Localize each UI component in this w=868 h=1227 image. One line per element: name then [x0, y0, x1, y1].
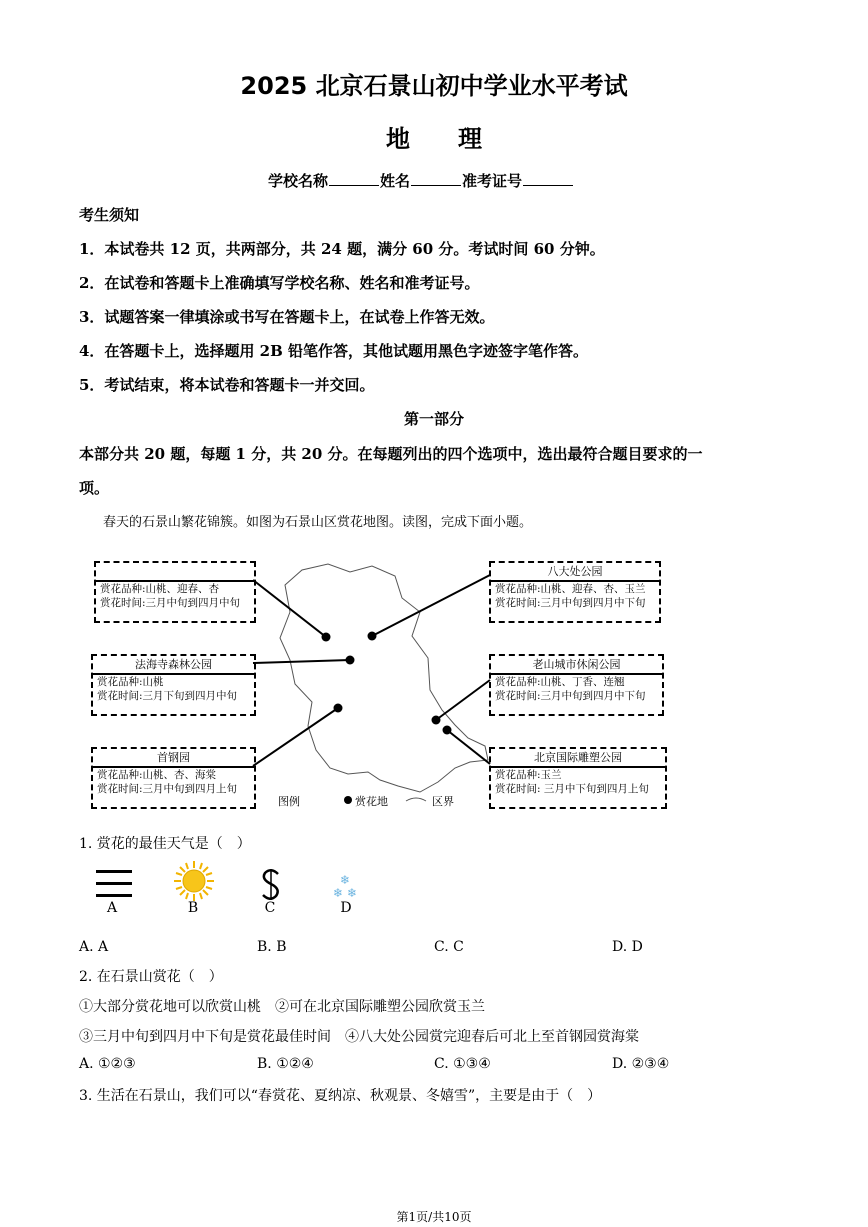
q1-option-a[interactable]: A. A	[79, 939, 109, 955]
notice-item-4: 4．在答题卡上，选择题用 2B 铅笔作答，其他试题用黑色字迹签字笔作答。	[79, 342, 588, 360]
page-footer: 第1页/共10页	[396, 1210, 472, 1224]
map-box-title: 首钢园	[93, 749, 254, 768]
map-box-5	[91, 747, 256, 809]
q2-option-d[interactable]: D. ②③④	[612, 1056, 670, 1072]
q3-stem: 3. 生活在石景山，我们可以“春赏花、夏纳凉、秋观景、冬嬉雪”，主要是由于（ ）	[79, 1088, 602, 1104]
map-box-title: 老山城市休闲公园	[491, 656, 662, 675]
svg-text:❄: ❄	[347, 886, 358, 899]
map-box-1	[94, 561, 256, 623]
icon-label-a: A	[106, 900, 118, 916]
legend-spot-symbol	[344, 796, 352, 804]
sun-icon	[173, 860, 215, 902]
legend-label: 图例	[278, 795, 300, 808]
exam-id-blank	[523, 171, 573, 186]
q2-stem: 2. 在石景山赏花（ ）	[79, 969, 223, 985]
notice-item-1: 1．本试卷共 12 页，共两部分，共 24 题，满分 60 分。考试时间 60 分钟。	[79, 240, 605, 258]
q2-statements-cont: ③三月中旬到四月中下旬是赏花最佳时间 ④八大处公园赏完迎春后可北上至首钢园赏海棠	[79, 1029, 639, 1045]
notice-heading: 考生须知	[79, 206, 140, 224]
map-box-line: 赏花时间: 三月中下旬到四月上旬	[495, 783, 649, 795]
map-box-line: 赏花品种:山桃	[97, 676, 164, 688]
map-box-line: 赏花品种:山桃、迎春、杏、玉兰	[495, 583, 646, 595]
map-box-line: 赏花品种:玉兰	[495, 769, 562, 781]
part1-instruction: 本部分共 20 题，每题 1 分，共 20 分。在每题列出的四个选项中，选出最符合题目要求的一	[79, 445, 703, 463]
school-field-label: 学校名称	[268, 172, 329, 190]
map-box-4	[489, 654, 664, 716]
q1-option-b[interactable]: B. B	[257, 939, 287, 955]
q2-option-a[interactable]: A. ①②③	[79, 1056, 136, 1072]
fog-icon	[96, 868, 132, 900]
snow-icon	[332, 873, 362, 899]
map-box-line: 赏花时间:三月中旬到四月中下旬	[495, 597, 646, 609]
subject-title: 地 理	[386, 125, 482, 153]
q2-statements: ①大部分赏花地可以欣赏山桃 ②可在北京国际雕塑公园欣赏玉兰	[79, 999, 485, 1015]
map-box-title: 八大处公园	[491, 563, 659, 582]
legend-spot-label: 赏花地	[355, 795, 388, 808]
exam-id-field-label: 准考证号	[462, 172, 523, 190]
map-box-title: 法海寺森林公园	[93, 656, 254, 675]
name-field-label: 姓名	[380, 172, 411, 190]
flower-spot	[432, 716, 441, 725]
map-box-title	[96, 563, 254, 582]
part1-title: 第一部分	[403, 410, 464, 428]
q2-option-b[interactable]: B. ①②④	[257, 1056, 314, 1072]
icon-label-d: D	[340, 900, 352, 916]
info-fields	[268, 170, 574, 191]
q1-option-d[interactable]: D. D	[612, 939, 643, 955]
sandstorm-icon	[258, 868, 284, 902]
notice-item-2: 2．在试卷和答题卡上准确填写学校名称、姓名和准考证号。	[79, 274, 480, 292]
map-box-2	[489, 561, 661, 623]
svg-text:❄: ❄	[340, 873, 351, 887]
map-intro: 春天的石景山繁花锦簇。如图为石景山区赏花地图。读图，完成下面小题。	[103, 515, 533, 530]
q2-option-c[interactable]: C. ①③④	[434, 1056, 491, 1072]
name-blank	[411, 171, 461, 186]
exam-title: 2025 北京石景山初中学业水平考试	[240, 72, 628, 100]
icon-label-b: B	[187, 900, 199, 916]
map-box-6	[489, 747, 667, 809]
map-box-line: 赏花品种:山桃、迎春、杏	[100, 583, 220, 595]
map-box-line: 赏花时间:三月下旬到四月中旬	[97, 690, 238, 702]
map-box-3	[91, 654, 256, 716]
connector-line	[436, 680, 490, 720]
legend-border-symbol	[406, 798, 426, 801]
map-box-title: 北京国际雕塑公园	[491, 749, 665, 768]
map-box-line: 赏花品种:山桃、杏、海棠	[97, 769, 217, 781]
q1-option-c[interactable]: C. C	[434, 939, 464, 955]
flower-spot	[443, 726, 452, 735]
flower-spot	[334, 704, 343, 713]
map-box-line: 赏花时间:三月中旬到四月中旬	[100, 597, 241, 609]
notice-item-3: 3．试题答案一律填涂或书写在答题卡上，在试卷上作答无效。	[79, 308, 495, 326]
school-blank	[329, 171, 379, 186]
flower-spot	[322, 633, 331, 642]
icon-label-c: C	[264, 900, 276, 916]
map-box-line: 赏花时间:三月中旬到四月中下旬	[495, 690, 646, 702]
part1-instruction-cont: 项。	[79, 479, 110, 497]
map-box-line: 赏花品种:山桃、丁香、连翘	[495, 676, 625, 688]
q1-stem: 1. 赏花的最佳天气是（ ）	[79, 836, 251, 852]
flower-spot	[368, 632, 377, 641]
flower-spot	[346, 656, 355, 665]
svg-text:❄: ❄	[333, 886, 344, 899]
map-box-line: 赏花时间:三月中旬到四月上旬	[97, 783, 238, 795]
legend-border-label: 区界	[432, 795, 454, 808]
notice-item-5: 5．考试结束，将本试卷和答题卡一并交回。	[79, 376, 375, 394]
district-boundary	[280, 564, 488, 792]
